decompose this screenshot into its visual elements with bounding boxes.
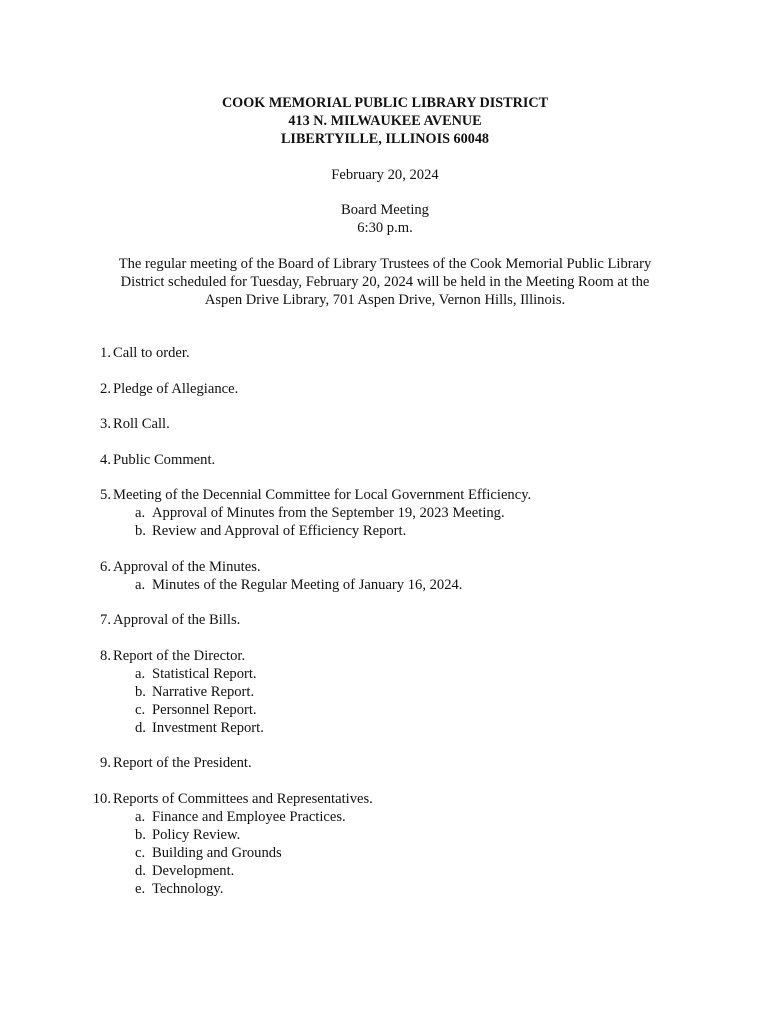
agenda-subitem-text: Technology. bbox=[152, 880, 224, 897]
agenda-item-text: Approval of the Minutes. bbox=[113, 558, 261, 575]
agenda-subitem-text: Minutes of the Regular Meeting of January 16, 2024. bbox=[152, 576, 463, 593]
letterhead-street-address: 413 N. MILWAUKEE AVENUE bbox=[288, 113, 482, 129]
agenda-subitem-text: Development. bbox=[152, 862, 235, 879]
agenda-subitem bbox=[135, 504, 770, 522]
agenda-subitem-letter: d. bbox=[135, 719, 146, 736]
agenda-subitem-text: Narrative Report. bbox=[152, 683, 255, 700]
agenda-subitem-letter: b. bbox=[135, 826, 146, 843]
agenda-subitem-list bbox=[0, 576, 770, 594]
agenda-subitem-letter: c. bbox=[135, 844, 146, 861]
agenda-subitem-list bbox=[0, 504, 770, 540]
letterhead-city-state-zip: LIBERTYILLE, ILLINOIS 60048 bbox=[280, 131, 490, 147]
agenda-item-number: 4. bbox=[100, 451, 111, 468]
agenda-subitem-letter: a. bbox=[135, 576, 146, 593]
agenda-subitem-text: Personnel Report. bbox=[152, 701, 257, 718]
agenda-item-text: Roll Call. bbox=[113, 416, 170, 432]
intro-paragraph bbox=[100, 255, 670, 309]
agenda-item bbox=[0, 486, 770, 540]
agenda-subitem bbox=[135, 719, 770, 737]
agenda-subitem-letter: e. bbox=[135, 880, 146, 897]
agenda-subitem-letter: b. bbox=[135, 523, 146, 539]
agenda-item-number: 7. bbox=[100, 612, 111, 628]
agenda-subitem-text: Building and Grounds bbox=[152, 844, 282, 861]
agenda-item-text: Approval of the Bills. bbox=[113, 612, 241, 628]
agenda-subitem bbox=[135, 665, 770, 683]
meeting-heading bbox=[0, 201, 770, 237]
agenda-item bbox=[0, 380, 770, 398]
agenda-subitem-letter: a. bbox=[135, 505, 146, 521]
agenda-item bbox=[0, 558, 770, 594]
agenda-subitem bbox=[135, 880, 770, 898]
meeting-date: February 20, 2024 bbox=[331, 167, 439, 183]
agenda-subitem-text: Finance and Employee Practices. bbox=[152, 808, 346, 825]
agenda-subitem-letter: c. bbox=[135, 701, 146, 718]
agenda-item bbox=[0, 754, 770, 772]
agenda-item bbox=[0, 344, 770, 362]
agenda-item-text: Pledge of Allegiance. bbox=[113, 380, 239, 397]
agenda-item-text: Reports of Committees and Representatives. bbox=[113, 790, 373, 807]
agenda-subitem-text: Approval of Minutes from the September 19, 2023 Meeting. bbox=[152, 505, 505, 521]
agenda-subitem bbox=[135, 826, 770, 844]
agenda-item-text: Public Comment. bbox=[113, 451, 216, 468]
agenda-subitem-list bbox=[0, 808, 770, 898]
agenda-subitem bbox=[135, 844, 770, 862]
agenda-item-number: 8. bbox=[100, 647, 111, 664]
agenda-subitem-text: Policy Review. bbox=[152, 826, 241, 843]
agenda-item-text: Report of the President. bbox=[113, 755, 252, 771]
agenda-item bbox=[0, 647, 770, 737]
agenda-subitem bbox=[135, 808, 770, 826]
agenda-subitem-letter: d. bbox=[135, 862, 146, 879]
agenda-subitem-letter: a. bbox=[135, 808, 146, 825]
agenda-subitem-text: Investment Report. bbox=[152, 719, 264, 736]
agenda-subitem-text: Review and Approval of Efficiency Report. bbox=[152, 523, 407, 539]
meeting-title: Board Meeting bbox=[341, 202, 429, 218]
agenda-item-number: 5. bbox=[100, 487, 111, 503]
intro-line: District scheduled for Tuesday, February 20, 2024 will be held in the Meeting Room at the bbox=[120, 274, 650, 290]
agenda-item-number: 10. bbox=[92, 790, 111, 807]
agenda-item-number: 3. bbox=[100, 416, 111, 432]
agenda-item bbox=[0, 415, 770, 433]
agenda-item-number: 6. bbox=[100, 558, 111, 575]
agenda-item bbox=[0, 451, 770, 469]
agenda-subitem bbox=[135, 862, 770, 880]
letterhead bbox=[0, 94, 770, 148]
intro-line: The regular meeting of the Board of Library Trustees of the Cook Memorial Public Library bbox=[118, 256, 652, 272]
intro-line: Aspen Drive Library, 701 Aspen Drive, Vernon Hills, Illinois. bbox=[204, 292, 566, 308]
agenda-subitem bbox=[135, 701, 770, 719]
agenda-list bbox=[0, 344, 770, 915]
agenda-subitem-list bbox=[0, 665, 770, 737]
agenda-subitem-text: Statistical Report. bbox=[152, 665, 257, 682]
agenda-subitem bbox=[135, 576, 770, 594]
agenda-subitem bbox=[135, 683, 770, 701]
letterhead-organization: COOK MEMORIAL PUBLIC LIBRARY DISTRICT bbox=[221, 95, 549, 111]
agenda-item-text: Meeting of the Decennial Committee for Local Government Efficiency. bbox=[113, 487, 532, 503]
agenda-item-text: Call to order. bbox=[113, 345, 190, 361]
agenda-subitem-letter: b. bbox=[135, 683, 146, 700]
agenda-item-number: 1. bbox=[100, 345, 111, 361]
agenda-item-text: Report of the Director. bbox=[113, 647, 246, 664]
agenda-subitem bbox=[135, 522, 770, 540]
agenda-item-number: 2. bbox=[100, 380, 111, 397]
agenda-subitem-letter: a. bbox=[135, 665, 146, 682]
agenda-item bbox=[0, 790, 770, 898]
agenda-item bbox=[0, 611, 770, 629]
agenda-item-number: 9. bbox=[100, 755, 111, 771]
meeting-time: 6:30 p.m. bbox=[357, 220, 413, 236]
